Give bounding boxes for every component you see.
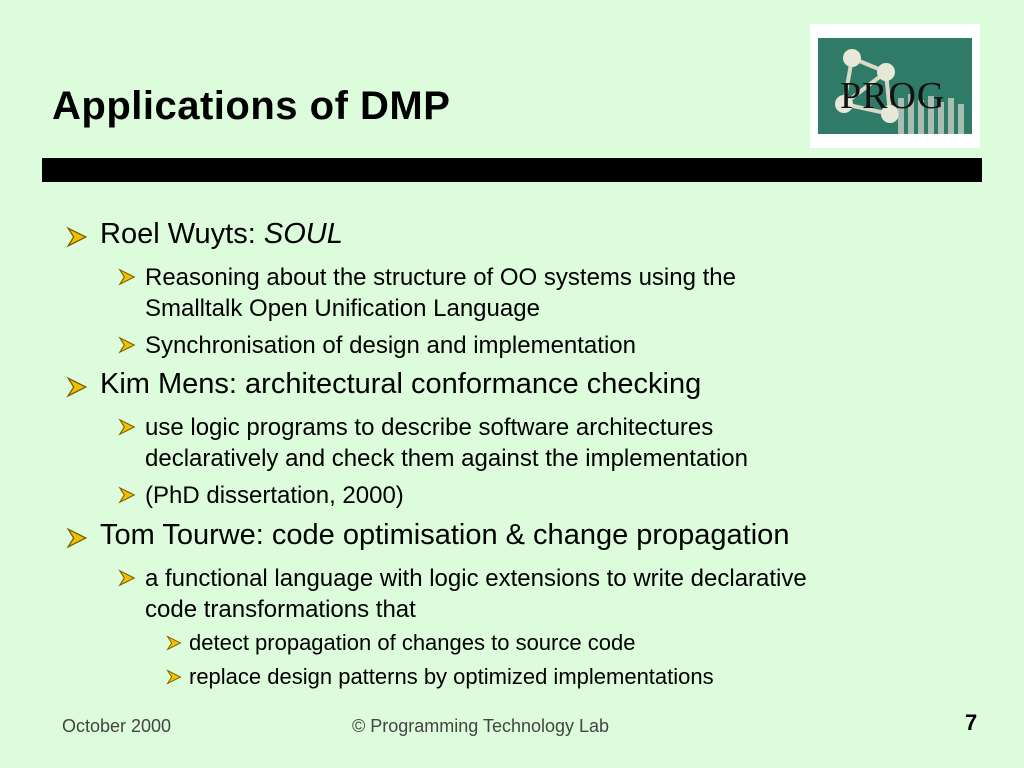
- bullet-text-line: detect propagation of changes to source code: [189, 630, 636, 655]
- bullet-arrow-icon: [66, 226, 88, 253]
- bullet-text-line: replace design patterns by optimized implementations: [189, 664, 714, 689]
- bullet-text-line: Synchronisation of design and implementation: [145, 332, 636, 359]
- prog-logo: [810, 24, 980, 148]
- page-number: 7: [965, 710, 978, 735]
- slide-title: Applications of DMP: [52, 84, 451, 128]
- bullet-text-line: declaratively and check them against the implementation: [145, 445, 748, 472]
- bullet-arrow-icon: [66, 376, 88, 403]
- bullet-level-2: [145, 330, 636, 361]
- bullet-text: Kim Mens: architectural conformance checking: [100, 368, 702, 400]
- footer-date: October 2000: [62, 716, 172, 736]
- bullet-text: SOUL: [263, 218, 343, 250]
- footer-copyright: © Programming Technology Lab: [352, 716, 610, 736]
- bullet-level-1: [100, 519, 789, 552]
- bullet-text-line: (PhD dissertation, 2000): [145, 482, 404, 509]
- bullet-arrow-icon: [118, 268, 136, 291]
- bullet-arrow-icon: [118, 336, 136, 359]
- bullet-text-line: a functional language with logic extensions to write declarative: [145, 565, 807, 592]
- bullet-level-2: [145, 563, 807, 625]
- bullet-level-3: [189, 664, 714, 690]
- bullet-level-1: [100, 218, 343, 251]
- bullet-arrow-icon: [118, 569, 136, 592]
- bullet-text-line: Smalltalk Open Unification Language: [145, 295, 540, 322]
- bullet-text: Tom Tourwe: code optimisation & change propagation: [100, 519, 790, 551]
- bullet-text-line: code transformations that: [145, 596, 416, 623]
- bullet-text-line: use logic programs to describe software architectures: [145, 414, 714, 441]
- bullet-arrow-icon: [66, 527, 88, 554]
- bullet-level-3: [189, 630, 635, 656]
- bullet-text-line: Reasoning about the structure of OO systems using the: [145, 264, 736, 291]
- bullet-level-2: [145, 262, 736, 324]
- bullet-arrow-icon: [166, 635, 182, 656]
- bullet-text: Roel Wuyts:: [100, 218, 264, 250]
- bullet-level-2: [145, 412, 748, 474]
- bullet-arrow-icon: [118, 486, 136, 509]
- title-rule: [42, 158, 982, 182]
- bullet-arrow-icon: [166, 669, 182, 690]
- bullet-level-1: [100, 368, 701, 401]
- logo-text: PROG: [840, 75, 946, 117]
- bullet-level-2: [145, 480, 404, 511]
- bullet-arrow-icon: [118, 418, 136, 441]
